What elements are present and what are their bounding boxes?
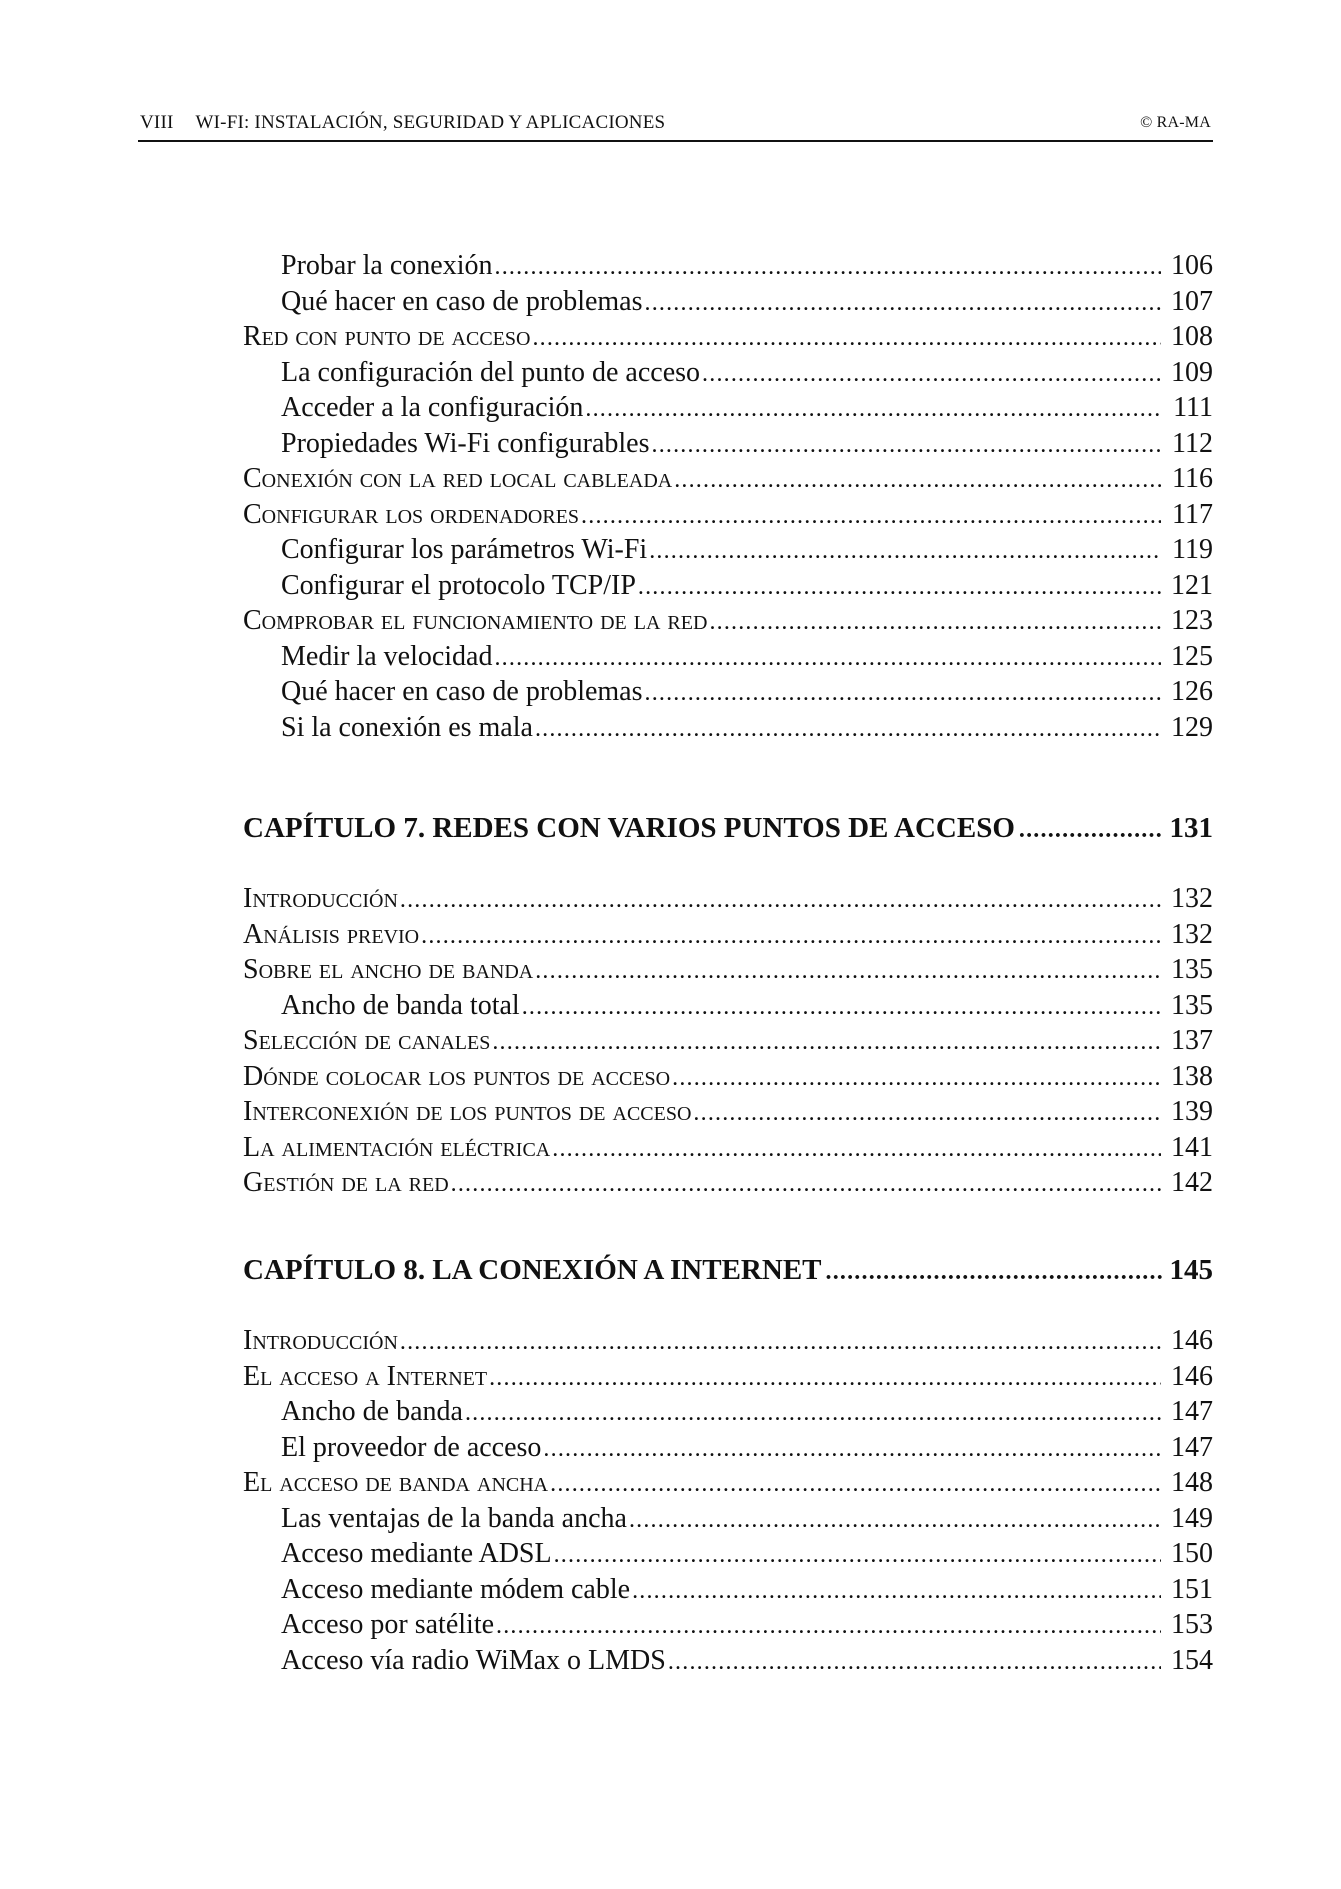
toc-entry-page: 148 [1171,1467,1213,1498]
dot-leader [494,639,1161,675]
chapter-title: CAPÍTULO 8. LA CONEXIÓN A INTERNET [243,1254,822,1286]
toc-entry-title: Comprobar el funcionamiento de la red [243,605,708,636]
toc-entry-title: Probar la conexión [281,250,493,281]
toc-entry-page: 119 [1172,534,1213,565]
toc-entry[interactable] [243,568,1213,604]
book-title: WI-FI: INSTALACIÓN, SEGURIDAD Y APLICACIONES [195,112,666,133]
toc-entry-page: 153 [1171,1609,1213,1640]
toc-entry[interactable] [243,284,1213,320]
toc-entry-page: 154 [1171,1644,1213,1676]
toc-entry[interactable] [243,603,1213,639]
dot-leader [465,1394,1161,1430]
toc-entry[interactable] [243,497,1213,533]
toc-entry-page: 117 [1172,498,1213,530]
dot-leader [826,1250,1162,1290]
toc-entry-page: 108 [1171,321,1213,352]
dot-leader [645,284,1162,320]
dot-leader [649,532,1161,568]
dot-leader [629,1501,1161,1537]
toc-entry-page: 135 [1171,954,1213,985]
toc-entry-page: 147 [1171,1431,1213,1463]
toc-entry-title: Qué hacer en caso de problemas [281,676,643,707]
toc-entry-page: 129 [1171,711,1213,743]
toc-section-continued [243,248,1213,745]
toc-entry-title: Acceso vía radio WiMax o LMDS [281,1644,666,1676]
toc-entry[interactable] [243,390,1213,426]
toc-entry-title: Si la conexión es mala [281,711,533,743]
toc-entry[interactable] [243,1536,1213,1572]
toc-entry-title: Ancho de banda total [281,989,520,1021]
toc-entry[interactable] [243,1059,1213,1095]
toc-entry-title: Las ventajas de la banda ancha [281,1502,627,1534]
toc-entry-title: Conexión con la red local cableada [243,463,673,494]
toc-entry-title: Acceso mediante módem cable [281,1573,631,1605]
toc-entry-title: Configurar el protocolo TCP/IP [281,569,636,601]
toc-entry-title: Introducción [243,883,398,914]
toc-entry[interactable] [243,1094,1213,1130]
dot-leader [585,390,1161,426]
toc-entry-title: Configurar los parámetros Wi-Fi [281,534,648,565]
toc-entry-page: 123 [1171,605,1213,636]
dot-leader [495,248,1162,284]
dot-leader [709,603,1161,639]
toc-entry-title: El acceso de banda ancha [243,1467,549,1498]
toc-entry-title: La alimentación eléctrica [243,1131,551,1163]
toc-entry-page: 132 [1171,883,1213,914]
toc-entry-page: 112 [1172,427,1213,459]
dot-leader [693,1094,1161,1130]
dot-leader [632,1572,1161,1608]
toc-entry-page: 149 [1171,1502,1213,1534]
chapter-page: 145 [1169,1254,1213,1286]
toc-entry[interactable] [243,1572,1213,1608]
dot-leader [652,426,1162,462]
dot-leader [550,1465,1161,1501]
dot-leader [543,1430,1161,1466]
toc-entry-title: Qué hacer en caso de problemas [281,285,643,317]
toc-entry[interactable] [243,1465,1213,1501]
dot-leader [1019,808,1162,848]
dot-leader [702,355,1161,391]
dot-leader [421,917,1161,953]
toc-entry[interactable] [243,952,1213,988]
toc-entry-page: 150 [1171,1538,1213,1569]
toc-entry[interactable] [243,355,1213,391]
toc-entry-page: 125 [1171,640,1213,672]
toc-entry-title: Red con punto de acceso [243,321,531,352]
toc-entry-title: La configuración del punto de acceso [281,356,701,388]
toc-entry-page: 146 [1171,1325,1213,1356]
toc-entry[interactable] [243,1501,1213,1537]
chapter-8-entries [243,1323,1213,1678]
toc-entry-title: Acceso por satélite [281,1609,495,1640]
toc-entry-title: El proveedor de acceso [281,1431,542,1463]
dot-leader [554,1536,1161,1572]
toc-entry-title: Dónde colocar los puntos de acceso [243,1060,671,1092]
dot-leader [492,1023,1161,1059]
toc-entry-page: 135 [1171,989,1213,1021]
dot-leader [674,461,1161,497]
toc-entry[interactable] [243,426,1213,462]
dot-leader [535,710,1161,746]
toc-entry-title: Configurar los ordenadores [243,498,580,530]
toc-entry-page: 151 [1171,1573,1213,1605]
toc-entry-page: 111 [1173,392,1213,423]
toc-entry[interactable] [243,988,1213,1024]
toc-entry-page: 141 [1171,1131,1213,1163]
toc-entry-page: 106 [1171,250,1213,281]
toc-entry-title: Propiedades Wi-Fi configurables [281,427,650,459]
publisher-mark: © RA-MA [1140,114,1211,131]
header-left [140,112,665,134]
chapter-title: CAPÍTULO 7. REDES CON VARIOS PUNTOS DE ACCESO [243,812,1015,844]
toc-entry-title: Ancho de banda [281,1396,463,1427]
toc-entry[interactable] [243,917,1213,953]
toc-entry[interactable] [243,674,1213,710]
toc-entry-page: 142 [1171,1167,1213,1198]
toc-entry-page: 139 [1171,1096,1213,1127]
chapter-heading[interactable] [243,808,1213,848]
toc-entry[interactable] [243,1323,1213,1359]
chapter-7-entries [243,881,1213,1201]
running-header [138,112,1213,142]
dot-leader [400,1323,1161,1359]
toc-entry[interactable] [243,532,1213,568]
toc-entry-page: 109 [1171,356,1213,388]
dot-leader [451,1165,1161,1201]
toc-entry-title: Interconexión de los puntos de acceso [243,1096,692,1127]
dot-leader [668,1643,1161,1679]
toc-entry[interactable] [243,881,1213,917]
toc-entry-title: Gestión de la red [243,1167,449,1198]
dot-leader [400,881,1161,917]
toc-entry-page: 147 [1171,1396,1213,1427]
toc-entry-page: 137 [1171,1025,1213,1056]
toc-entry[interactable] [243,1607,1213,1643]
toc-entry-page: 138 [1171,1060,1213,1092]
dot-leader [645,674,1162,710]
dot-leader [532,319,1161,355]
toc-entry[interactable] [243,1394,1213,1430]
dot-leader [489,1359,1161,1395]
toc-entry-page: 116 [1172,463,1213,494]
toc-entry-page: 107 [1171,285,1213,317]
dot-leader [581,497,1161,533]
chapter-7-heading-block [243,808,1213,848]
toc-entry[interactable] [243,710,1213,746]
toc-entry[interactable] [243,1643,1213,1679]
toc-entry-page: 132 [1171,918,1213,950]
toc-entry[interactable] [243,248,1213,284]
toc-entry[interactable] [243,461,1213,497]
chapter-8-heading-block [243,1250,1213,1290]
toc-entry[interactable] [243,1359,1213,1395]
toc-entry-title: Introducción [243,1325,398,1356]
toc-entry-page: 146 [1171,1360,1213,1392]
toc-entry[interactable] [243,319,1213,355]
dot-leader [496,1607,1161,1643]
chapter-heading[interactable] [243,1250,1213,1290]
toc-entry-title: El acceso a Internet [243,1360,488,1392]
toc-entry[interactable] [243,1023,1213,1059]
dot-leader [638,568,1161,604]
toc-entry[interactable] [243,1430,1213,1466]
toc-entry[interactable] [243,1165,1213,1201]
toc-entry-title: Selección de canales [243,1025,491,1056]
toc-entry-page: 121 [1171,569,1213,601]
toc-entry[interactable] [243,639,1213,675]
chapter-page: 131 [1169,812,1213,844]
dot-leader [522,988,1161,1024]
toc-entry-title: Acceder a la configuración [281,392,584,423]
toc-entry-title: Análisis previo [243,918,420,950]
toc-entry-title: Medir la velocidad [281,640,493,672]
dot-leader [672,1059,1161,1095]
page-number: VIII [140,112,174,133]
dot-leader [535,952,1161,988]
dot-leader [552,1130,1161,1166]
toc-entry[interactable] [243,1130,1213,1166]
toc-entry-title: Sobre el ancho de banda [243,954,534,985]
toc-entry-title: Acceso mediante ADSL [281,1538,552,1569]
toc-entry-page: 126 [1171,676,1213,707]
